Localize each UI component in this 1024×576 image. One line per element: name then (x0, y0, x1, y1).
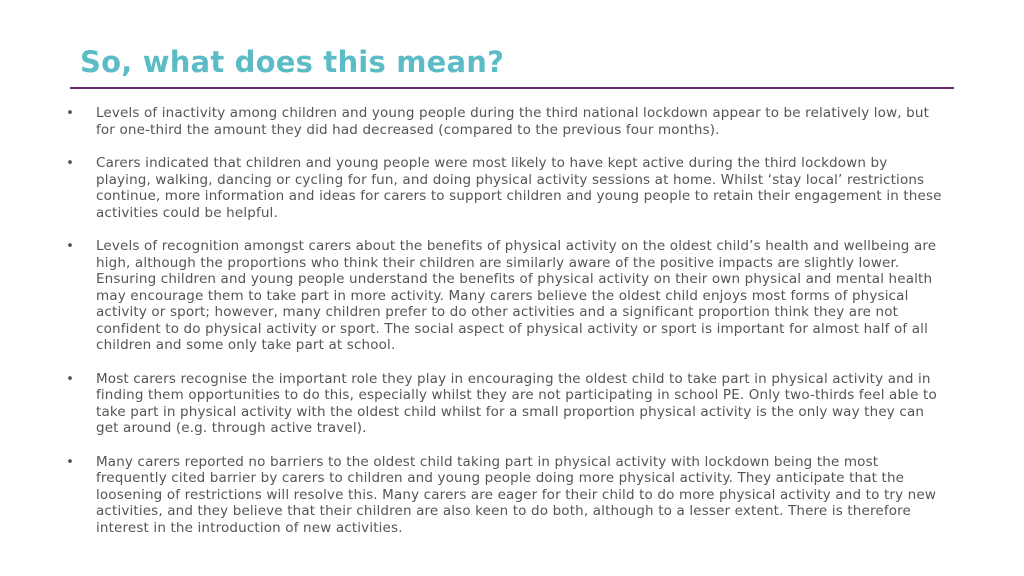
bullet-text: Levels of inactivity among children and young people during the third national lockdown appear to be relatively low, but for one-third the amount they did had decreased (compared to the previous four months). (96, 105, 930, 138)
title-divider (70, 87, 954, 89)
bullet-text: Most carers recognise the important role they play in encouraging the oldest child to take part in physical activity and in finding them opportunities to do this, especially whilst they are not participating in school PE. Only two-thirds feel able to take part in physical activity with the oldest child whilst for a small proportion physical activity is the only way they can get around (e.g. through active travel). (96, 370, 937, 436)
bullet-item (66, 454, 946, 537)
bullet-item (66, 155, 946, 221)
bullet-list (66, 105, 946, 553)
bullet-text: Carers indicated that children and young people were most likely to have kept active during the third lockdown by playing, walking, dancing or cycling for fun, and doing physical activity sessions at home. Whilst ‘stay local’ restrictions continue, more information and ideas for carers to support children and young people to retain their engagement in these activities could be helpful. (96, 155, 942, 221)
bullet-marker: • (66, 453, 74, 470)
bullet-marker: • (66, 155, 74, 171)
slide-title: So, what does this mean? (80, 45, 505, 79)
bullet-item (66, 105, 946, 138)
bullet-marker: • (66, 370, 74, 387)
bullet-marker: • (66, 105, 74, 121)
bullet-item (66, 238, 946, 354)
bullet-marker: • (66, 238, 74, 254)
bullet-item (66, 371, 946, 437)
bullet-text: Many carers reported no barriers to the oldest child taking part in physical activity with lockdown being the most frequently cited barrier by carers to children and young people doing more physical activity. They anticipate that the loosening of restrictions will resolve this. Many carers are eager for their child to do more physical activity and to try new activities, and they believe that their children are also keen to do both, although to a lesser extent. There is therefore interest in the introduction of new activities. (96, 453, 937, 536)
bullet-text: Levels of recognition amongst carers about the benefits of physical activity on the oldest child’s health and wellbeing are high, although the proportions who think their children are similarly aware of the positive impacts are slightly lower. Ensuring children and young people understand the benefits of physical activity on their own physical and mental health may encourage them to take part in more activity. Many carers believe the oldest child enjoys most forms of physical activity or sport; however, many children prefer to do other activities and a significant proportion think they are not confident to do physical activity or sport. The social aspect of physical activity or sport is important for almost half of all children and some only take part at school. (96, 238, 937, 353)
